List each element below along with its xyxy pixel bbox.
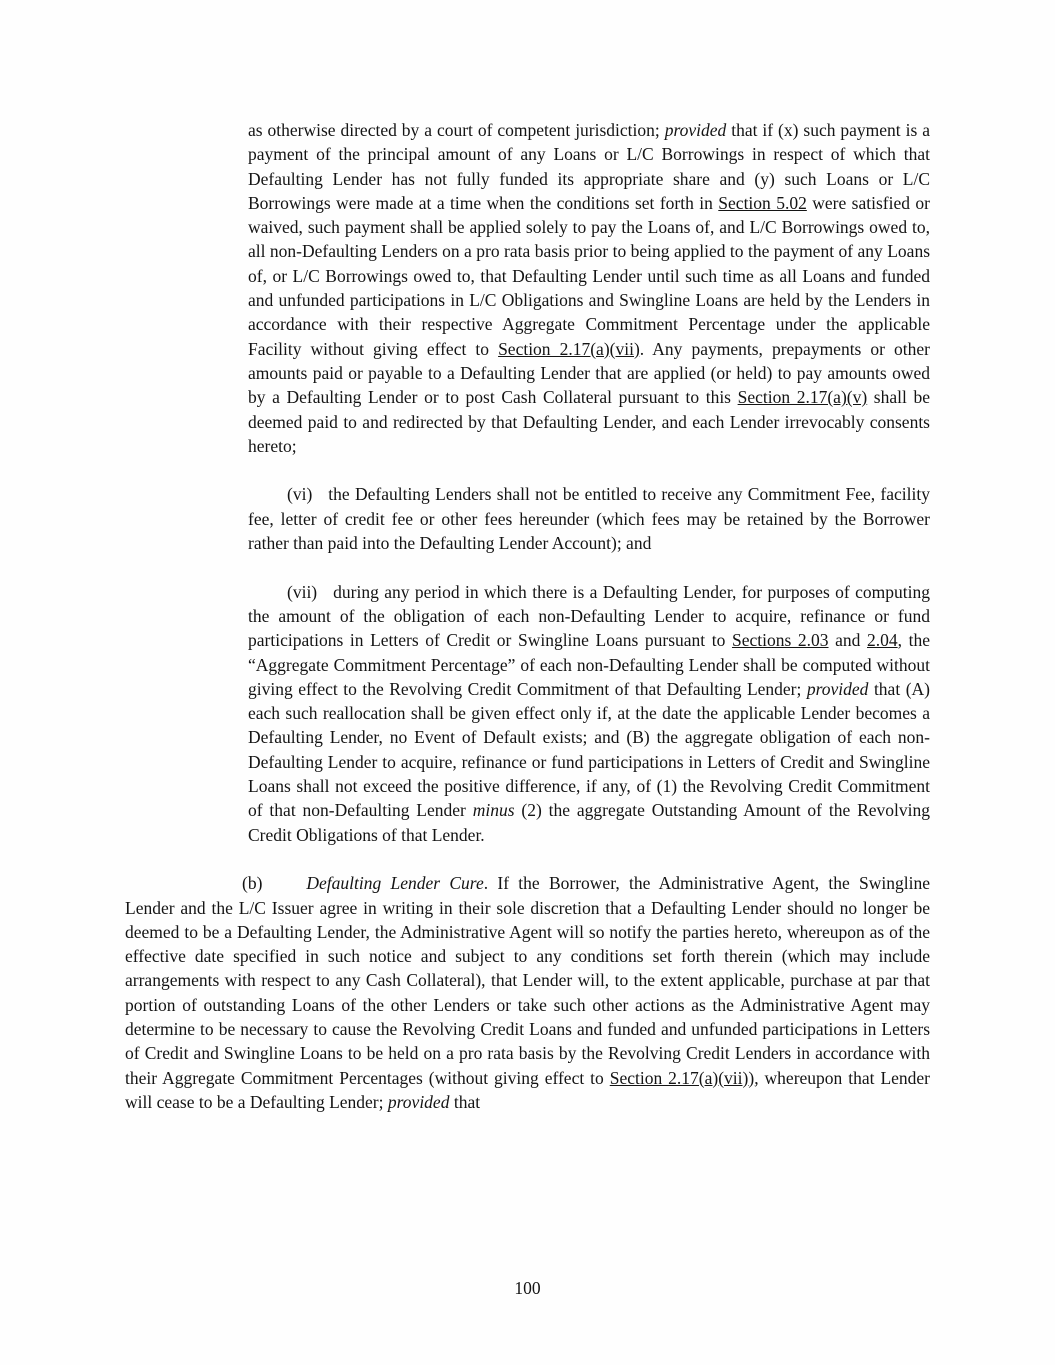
section-reference: 2.04 <box>867 630 898 651</box>
text-run: were satisfied or waived, such payment shall be applied solely to pay the Loans of, and L/C Borrowings owed to, all non-Defaulting Lenders on a pro rata basis prior to being applied to the payment of any Loans of, or L/C Borrowings owed to, that Defaulting Lender until such time as all Loans and funded and unfunded participations in L/C Obligations and Swingline Loans are held by the Lenders in accordance with their respective Aggregate Commitment Percentage under the applicable Facility without giving effect to <box>248 192 930 359</box>
text-run: , the “Aggregate Commitment Percentage” of each non-Defaulting Lender shall be computed without giving effect to the Revolving Credit Commitment of that Defaulting Lender; <box>248 630 930 699</box>
text-run: during any period in which there is a Defaulting Lender, for purposes of computing the amount of the obligation of each non-Defaulting Lender to acquire, refinance or fund participations in Letters of Credit or Swingline Loans pursuant to <box>248 581 930 651</box>
text-run: provided <box>806 678 869 699</box>
page-number: 100 <box>514 1278 541 1298</box>
text-run: (vii) <box>287 581 318 602</box>
text-run: and <box>828 630 867 651</box>
clause-vi <box>248 482 930 555</box>
text-run: that <box>449 1091 481 1112</box>
text-run: provided <box>387 1091 450 1112</box>
section-reference: Section 2.17(a)(v) <box>737 387 868 408</box>
paragraph-b <box>125 871 930 1114</box>
document-body <box>125 118 930 1138</box>
text-run: as otherwise directed by a court of competent jurisdiction; <box>248 120 665 140</box>
text-run: Defaulting Lender Cure <box>306 873 484 894</box>
text-run: the Defaulting Lenders shall not be entitled to receive any Commitment Fee, facility fee, letter of credit fee or other fees hereunder (which fees may be retained by the Borrower rather than paid into the Defaulting Lender Account); and <box>248 484 930 554</box>
text-run: shall be deemed paid to and redirected by that Defaulting Lender, and each Lender irrevocably consents hereto; <box>248 387 930 456</box>
text-run: , whereupon that Lender will cease to be a Defaulting Lender; <box>125 1067 931 1112</box>
text-run: provided <box>664 120 727 140</box>
clause-v-continuation <box>248 118 930 458</box>
section-reference: Section 5.02 <box>718 192 807 213</box>
section-reference: Section 2.17(a)(vii) <box>498 338 640 359</box>
text-run: . Any payments, prepayments or other amounts paid or payable to a Defaulting Lender that are applied (or held) to pay amounts owed by a Defaulting Lender or to post Cash Collateral pursuant to this <box>248 338 931 408</box>
text-run: (vi) <box>287 484 313 505</box>
text-run: . If the Borrower, the Administrative Agent, the Swingline Lender and the L/C Issuer agree in writing in their sole discretion that a Defaulting Lender should no longer be deemed to be a Defaulting Lender, the Administrative Agent will so notify the parties hereto, whereupon as of the effective date specified in such notice and subject to any conditions set forth therein (which may include arrangements with respect to any Cash Collateral), that Lender will, to the extent applicable, purchase at par that portion of outstanding Loans of the other Lenders or take such other actions as the Administrative Agent may determine to be necessary to cause the Revolving Credit Loans and funded and unfunded participations in Letters of Credit and Swingline Loans to be held on a pro rata basis by the Revolving Credit Lenders in accordance with their Aggregate Commitment Percentages (without giving effect to <box>125 873 930 1088</box>
section-reference: Section 2.17(a)(vii)) <box>609 1067 755 1088</box>
section-reference: Sections 2.03 <box>731 630 829 651</box>
text-run: that if (x) such payment is a payment of the principal amount of any Loans or L/C Borrowings in respect of which that Defaulting Lender has not fully funded its appropriate share and (y) such Loans or L/C Borrowings were made at a time when the conditions set forth in <box>248 120 930 213</box>
text-run: minus <box>472 800 515 821</box>
text-run: (b) <box>242 873 263 894</box>
text-run: that (A) each such reallocation shall be given effect only if, at the date the applicable Lender becomes a Defaulting Lender, no Event of Default exists; and (B) the aggregate obligation of each non-Defaulting Lender to acquire, refinance or fund participations in Letters of Credit and Swingline Loans shall not exceed the positive difference, if any, of (1) the Revolving Credit Commitment of that non-Defaulting Lender <box>248 678 930 821</box>
clause-vii <box>248 580 930 847</box>
text-run: (2) the aggregate Outstanding Amount of the Revolving Credit Obligations of that Lender. <box>248 800 930 845</box>
